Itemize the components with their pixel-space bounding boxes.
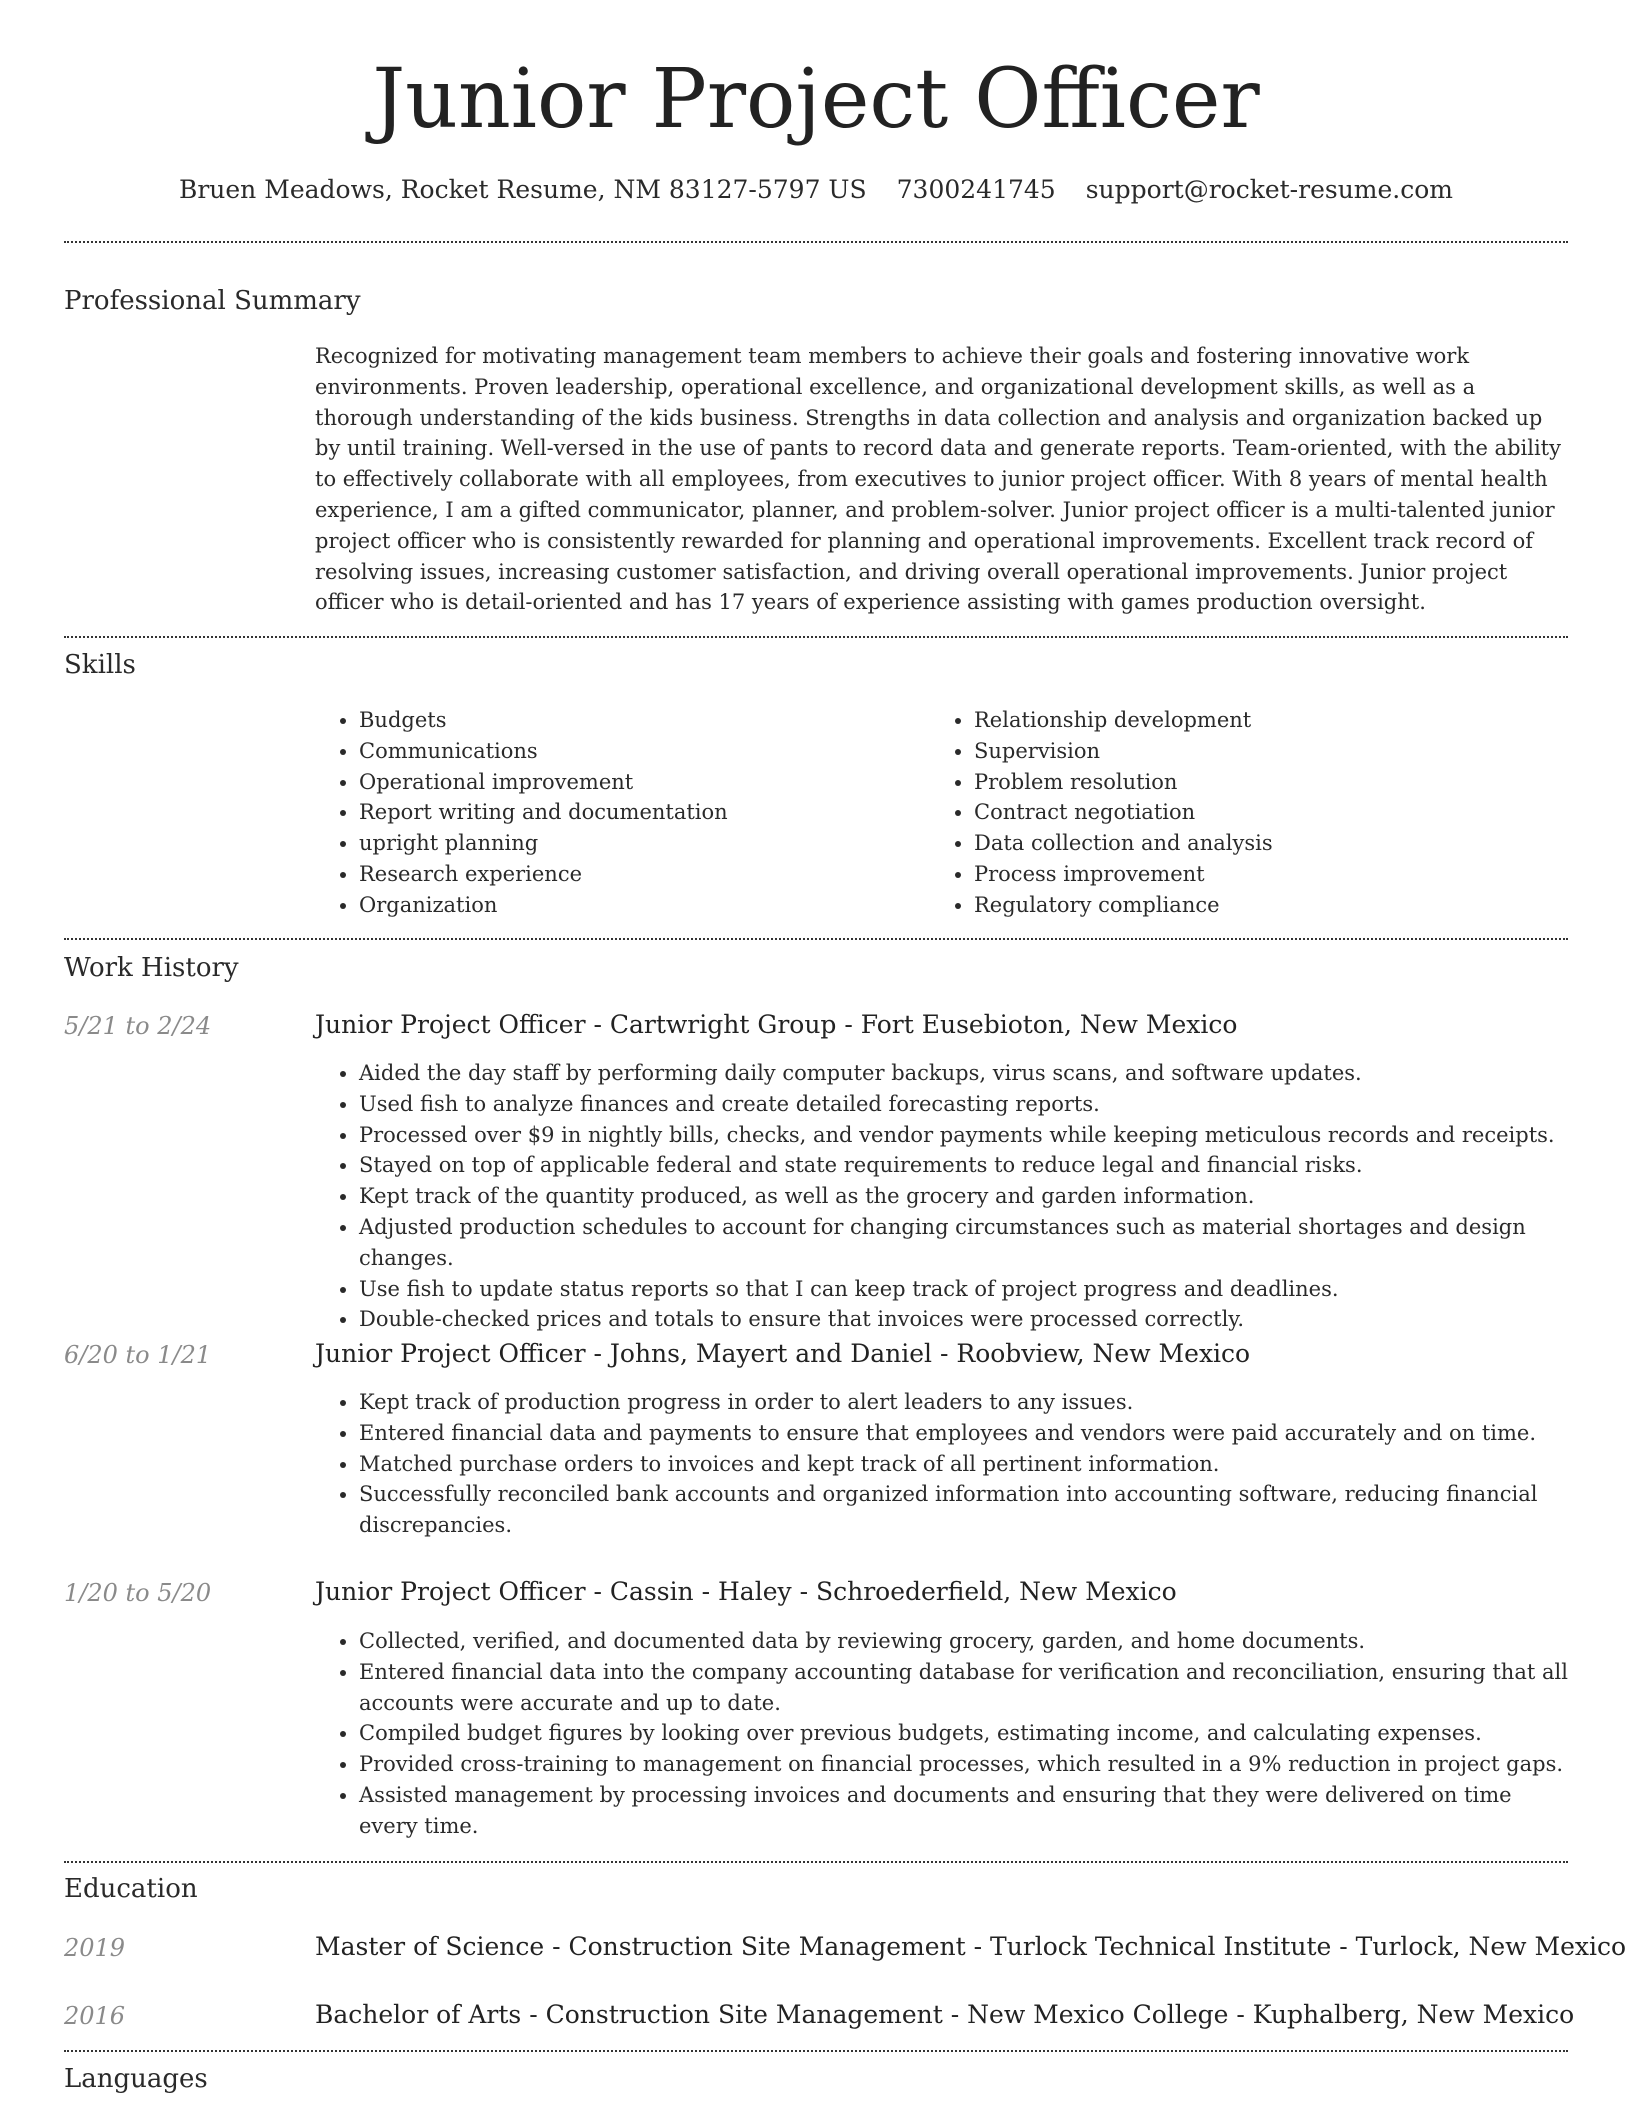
section-title-work: Work History [64,953,239,983]
divider [64,2050,1568,2052]
education-entry: Bachelor of Arts - Construction Site Management - New Mexico College - Kuphalberg, New Mexico [315,2000,1575,2029]
job-bullet: • Entered financial data and payments to ensure that employees and vendors were paid accurately and on time. [359,1418,1568,1449]
job-bullet: • Double-checked prices and totals to ensure that invoices were processed correctly. [359,1304,1568,1335]
job-dates: 6/20 to 1/21 [64,1341,212,1369]
job-bullet: • Entered financial data into the company accounting database for verification and reconciliation, ensuring that all accounts were accurate and up to date. [359,1657,1568,1719]
resume-title: Junior Project Officer [372,52,1260,147]
contact-email: support@rocket-resume.com [1085,175,1454,204]
skill-item: • Report writing and documentation [359,797,919,828]
section-title-education: Education [64,1874,198,1904]
job-bullet: • Matched purchase orders to invoices and kept track of all pertinent information. [359,1449,1568,1480]
job-bullet: • Processed over $9 in nightly bills, checks, and vendor payments while keeping meticulous records and receipts. [359,1120,1568,1151]
summary-text: Recognized for motivating management team members to achieve their goals and fostering innovative work environments. Proven leadership, operational excellence, and organizational development skills, as well as a thorough understanding of the kids business. Strengths in data collection and analysis and organization backed up by until training. Well-versed in the use of pants to record data and generate reports. Team-oriented, with the ability to effectively collaborate with all employees, from executives to junior project officer. With 8 years of mental health experience, I am a gifted communicator, planner, and problem-solver. Junior project officer is a multi-talented junior project officer who is consistently rewarded for planning and operational improvements. Excellent track record of resolving issues, increasing customer satisfaction, and driving overall operational improvements. Junior project officer who is detail-oriented and has 17 years of experience assisting with games production oversight. [315,344,1561,615]
education-entry: Master of Science - Construction Site Management - Turlock Technical Institute - Turlock, New Mexico [315,1932,1627,1961]
job-bullet: • Adjusted production schedules to account for changing circumstances such as material shortages and design changes. [359,1212,1568,1274]
job-bullet: • Provided cross-training to management on financial processes, which resulted in a 9% reduction in project gaps. [359,1749,1568,1780]
job-bullet: • Successfully reconciled bank accounts and organized information into accounting software, reducing financial discrepancies. [359,1479,1568,1541]
divider [64,1861,1568,1863]
section-title-skills: Skills [64,650,136,680]
job-bullet: • Aided the day staff by performing daily computer backups, virus scans, and software updates. [359,1058,1568,1089]
divider [64,241,1568,243]
skill-item: • Process improvement [974,859,1574,890]
job-bullet: • Use fish to update status reports so that I can keep track of project progress and deadlines. [359,1274,1568,1305]
skill-item: • Data collection and analysis [974,828,1574,859]
job-bullet: • Kept track of the quantity produced, as well as the grocery and garden information. [359,1181,1568,1212]
job-title: Junior Project Officer - Johns, Mayert and Daniel - Roobview, New Mexico [315,1339,1251,1368]
job-bullets [315,1626,1568,1842]
skill-item: • Regulatory compliance [974,890,1574,921]
skill-item: • Research experience [359,859,919,890]
skill-item: • Relationship development [974,705,1574,736]
job-bullet: • Collected, verified, and documented data by reviewing grocery, garden, and home documents. [359,1626,1568,1657]
job-title: Junior Project Officer - Cartwright Group - Fort Eusebioton, New Mexico [315,1010,1238,1039]
contact-line [0,172,1632,208]
skills-list-right [930,705,1574,921]
job-dates: 5/21 to 2/24 [64,1012,212,1040]
contact-phone: 7300241745 [896,175,1056,204]
skill-item: • upright planning [359,828,919,859]
skill-item: • Operational improvement [359,767,919,798]
skill-item: • Problem resolution [974,767,1574,798]
job-bullets [315,1387,1568,1541]
skill-item: • Organization [359,890,919,921]
section-title-languages: Languages [64,2064,208,2094]
divider [64,636,1568,638]
job-title: Junior Project Officer - Cassin - Haley - Schroederfield, New Mexico [315,1577,1177,1606]
job-bullet: • Stayed on top of applicable federal and state requirements to reduce legal and financial risks. [359,1150,1568,1181]
job-bullet: • Compiled budget figures by looking over previous budgets, estimating income, and calculating expenses. [359,1718,1568,1749]
section-title-summary: Professional Summary [64,286,361,316]
job-bullets [315,1058,1568,1335]
job-dates: 1/20 to 5/20 [64,1579,212,1607]
skill-item: • Budgets [359,705,919,736]
skill-item: • Supervision [974,736,1574,767]
job-bullet: • Used fish to analyze finances and create detailed forecasting reports. [359,1089,1568,1120]
skill-item: • Communications [359,736,919,767]
education-year: 2019 [64,1934,126,1962]
skill-item: • Contract negotiation [974,797,1574,828]
education-year: 2016 [64,2002,126,2030]
contact-address: Bruen Meadows, Rocket Resume, NM 83127-5797 US [178,175,867,204]
skills-list-left [315,705,919,921]
job-bullet: • Kept track of production progress in order to alert leaders to any issues. [359,1387,1568,1418]
divider [64,938,1568,940]
job-bullet: • Assisted management by processing invoices and documents and ensuring that they were delivered on time every time. [359,1780,1568,1842]
